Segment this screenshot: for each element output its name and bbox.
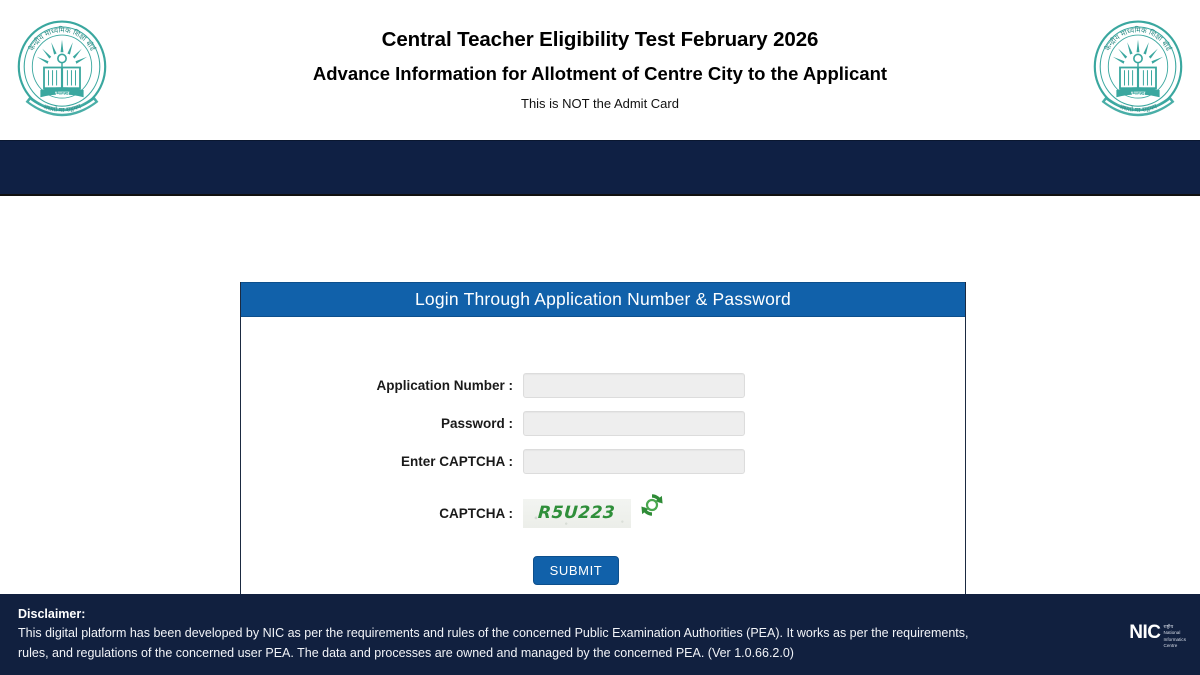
application-number-label: Application Number : bbox=[376, 378, 513, 393]
password-label: Password : bbox=[440, 416, 513, 431]
password-row bbox=[241, 411, 965, 436]
svg-text:भारत: भारत bbox=[1130, 89, 1146, 99]
svg-text:असतो मा सद्गमय: असतो मा सद्गमय bbox=[1117, 102, 1159, 115]
top-navigation-bar bbox=[0, 140, 1200, 196]
password-input[interactable] bbox=[523, 411, 745, 436]
page-header bbox=[0, 0, 1200, 140]
submit-row bbox=[241, 556, 965, 585]
cbse-emblem-icon-right bbox=[1084, 16, 1192, 128]
header-title-block bbox=[150, 28, 1050, 111]
svg-text:असतो मा सद्गमय: असतो मा सद्गमय bbox=[41, 102, 83, 115]
disclaimer-text: This digital platform has been developed by NIC as per the requirements and rules of the concerned Public Examination Authorities (PEA). It works as per the requirements, rules, and regulations of the concerned user PEA. The data and processes are owned and managed by the concerned PEA. (Ver 1.0.66.2.0) bbox=[18, 626, 969, 660]
page-footer bbox=[0, 594, 1200, 675]
captcha-label: CAPTCHA : bbox=[439, 505, 513, 521]
nic-line-4: Centre bbox=[1163, 642, 1178, 648]
svg-text:केन्द्रीय माध्यमिक शिक्षा बोर्: केन्द्रीय माध्यमिक शिक्षा बोर्ड bbox=[26, 25, 98, 53]
svg-text:केन्द्रीय माध्यमिक शिक्षा बोर्: केन्द्रीय माध्यमिक शिक्षा बोर्ड bbox=[1102, 25, 1174, 53]
nic-line-1: राष्ट्रीय bbox=[1163, 624, 1174, 630]
refresh-icon[interactable] bbox=[639, 492, 665, 518]
enter-captcha-label: Enter CAPTCHA : bbox=[400, 454, 513, 469]
main-content bbox=[0, 196, 1200, 617]
page-note: This is NOT the Admit Card bbox=[521, 95, 679, 111]
logo-banner-text: भारत bbox=[54, 89, 70, 99]
enter-captcha-row bbox=[241, 449, 965, 474]
login-panel-title: Login Through Application Number & Password bbox=[241, 282, 965, 317]
application-number-input[interactable] bbox=[523, 373, 745, 398]
login-panel bbox=[240, 282, 966, 647]
disclaimer-title: Disclaimer: bbox=[18, 607, 86, 621]
nic-fullname bbox=[1164, 623, 1186, 649]
nic-line-2: National bbox=[1163, 630, 1181, 636]
captcha-image bbox=[523, 499, 631, 528]
submit-button[interactable]: SUBMIT bbox=[533, 556, 619, 585]
nic-wordmark: NIC bbox=[1129, 622, 1161, 644]
application-number-row bbox=[241, 373, 965, 398]
cbse-emblem-icon-left bbox=[8, 16, 116, 128]
nic-logo bbox=[1129, 623, 1186, 649]
page-subtitle: Advance Information for Allotment of Centre City to the Applicant bbox=[312, 62, 888, 84]
captcha-code: R5U223 bbox=[537, 503, 617, 523]
nic-line-3: Informatics bbox=[1163, 636, 1186, 642]
captcha-display-row bbox=[241, 492, 965, 534]
captcha-input[interactable] bbox=[523, 449, 745, 474]
page-title: Central Teacher Eligibility Test February 2026 bbox=[381, 28, 819, 51]
